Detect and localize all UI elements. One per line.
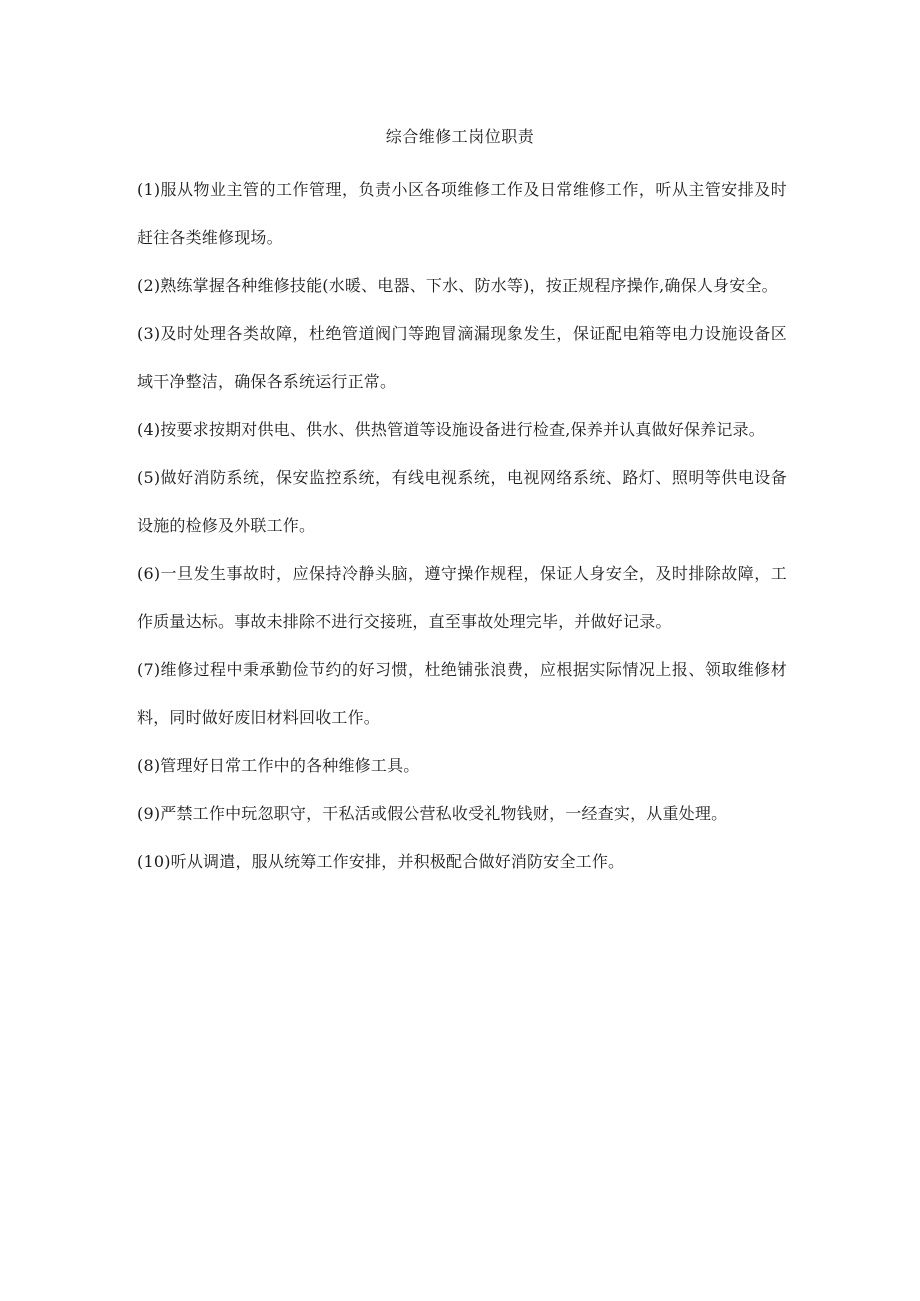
duty-item-9: (9)严禁工作中玩忽职守，干私活或假公营私收受礼物钱财，一经查实，从重处理。 — [137, 804, 728, 823]
duty-item-4: (4)按要求按期对供电、供水、供热管道等设施设备进行检查,保养并认真做好保养记录。 — [137, 420, 765, 439]
duty-item-2: (2)熟练掌握各种维修技能(水暖、电器、下水、防水等)，按正规程序操作,确保人身安全。 — [137, 276, 778, 295]
duty-item-5: (5)做好消防系统，保安监控系统，有线电视系统，电视网络系统、路灯、照明等供电设备设施的检修及外联工作。 — [137, 468, 787, 535]
duty-item-3: (3)及时处理各类故障，杜绝管道阀门等跑冒滴漏现象发生，保证配电箱等电力设施设备区域干净整洁，确保各系统运行正常。 — [137, 324, 787, 391]
duty-item-1: (1)服从物业主管的工作管理，负责小区各项维修工作及日常维修工作，听从主管安排及时赶往各类维修现场。 — [137, 180, 787, 247]
duty-list — [137, 166, 787, 886]
duty-item-8: (8)管理好日常工作中的各种维修工具。 — [137, 756, 420, 775]
document-title: 综合维修工岗位职责 — [385, 127, 535, 146]
duty-item-10: (10)听从调遣，服从统筹工作安排，并积极配合做好消防安全工作。 — [137, 852, 625, 871]
duty-item-6: (6)一旦发生事故时，应保持冷静头脑，遵守操作规程，保证人身安全，及时排除故障，工作质量达标。事故未排除不进行交接班，直至事故处理完毕，并做好记录。 — [137, 564, 787, 631]
duty-item-7: (7)维修过程中秉承勤俭节约的好习惯，杜绝铺张浪费，应根据实际情况上报、领取维修材料，同时做好废旧材料回收工作。 — [137, 660, 787, 727]
